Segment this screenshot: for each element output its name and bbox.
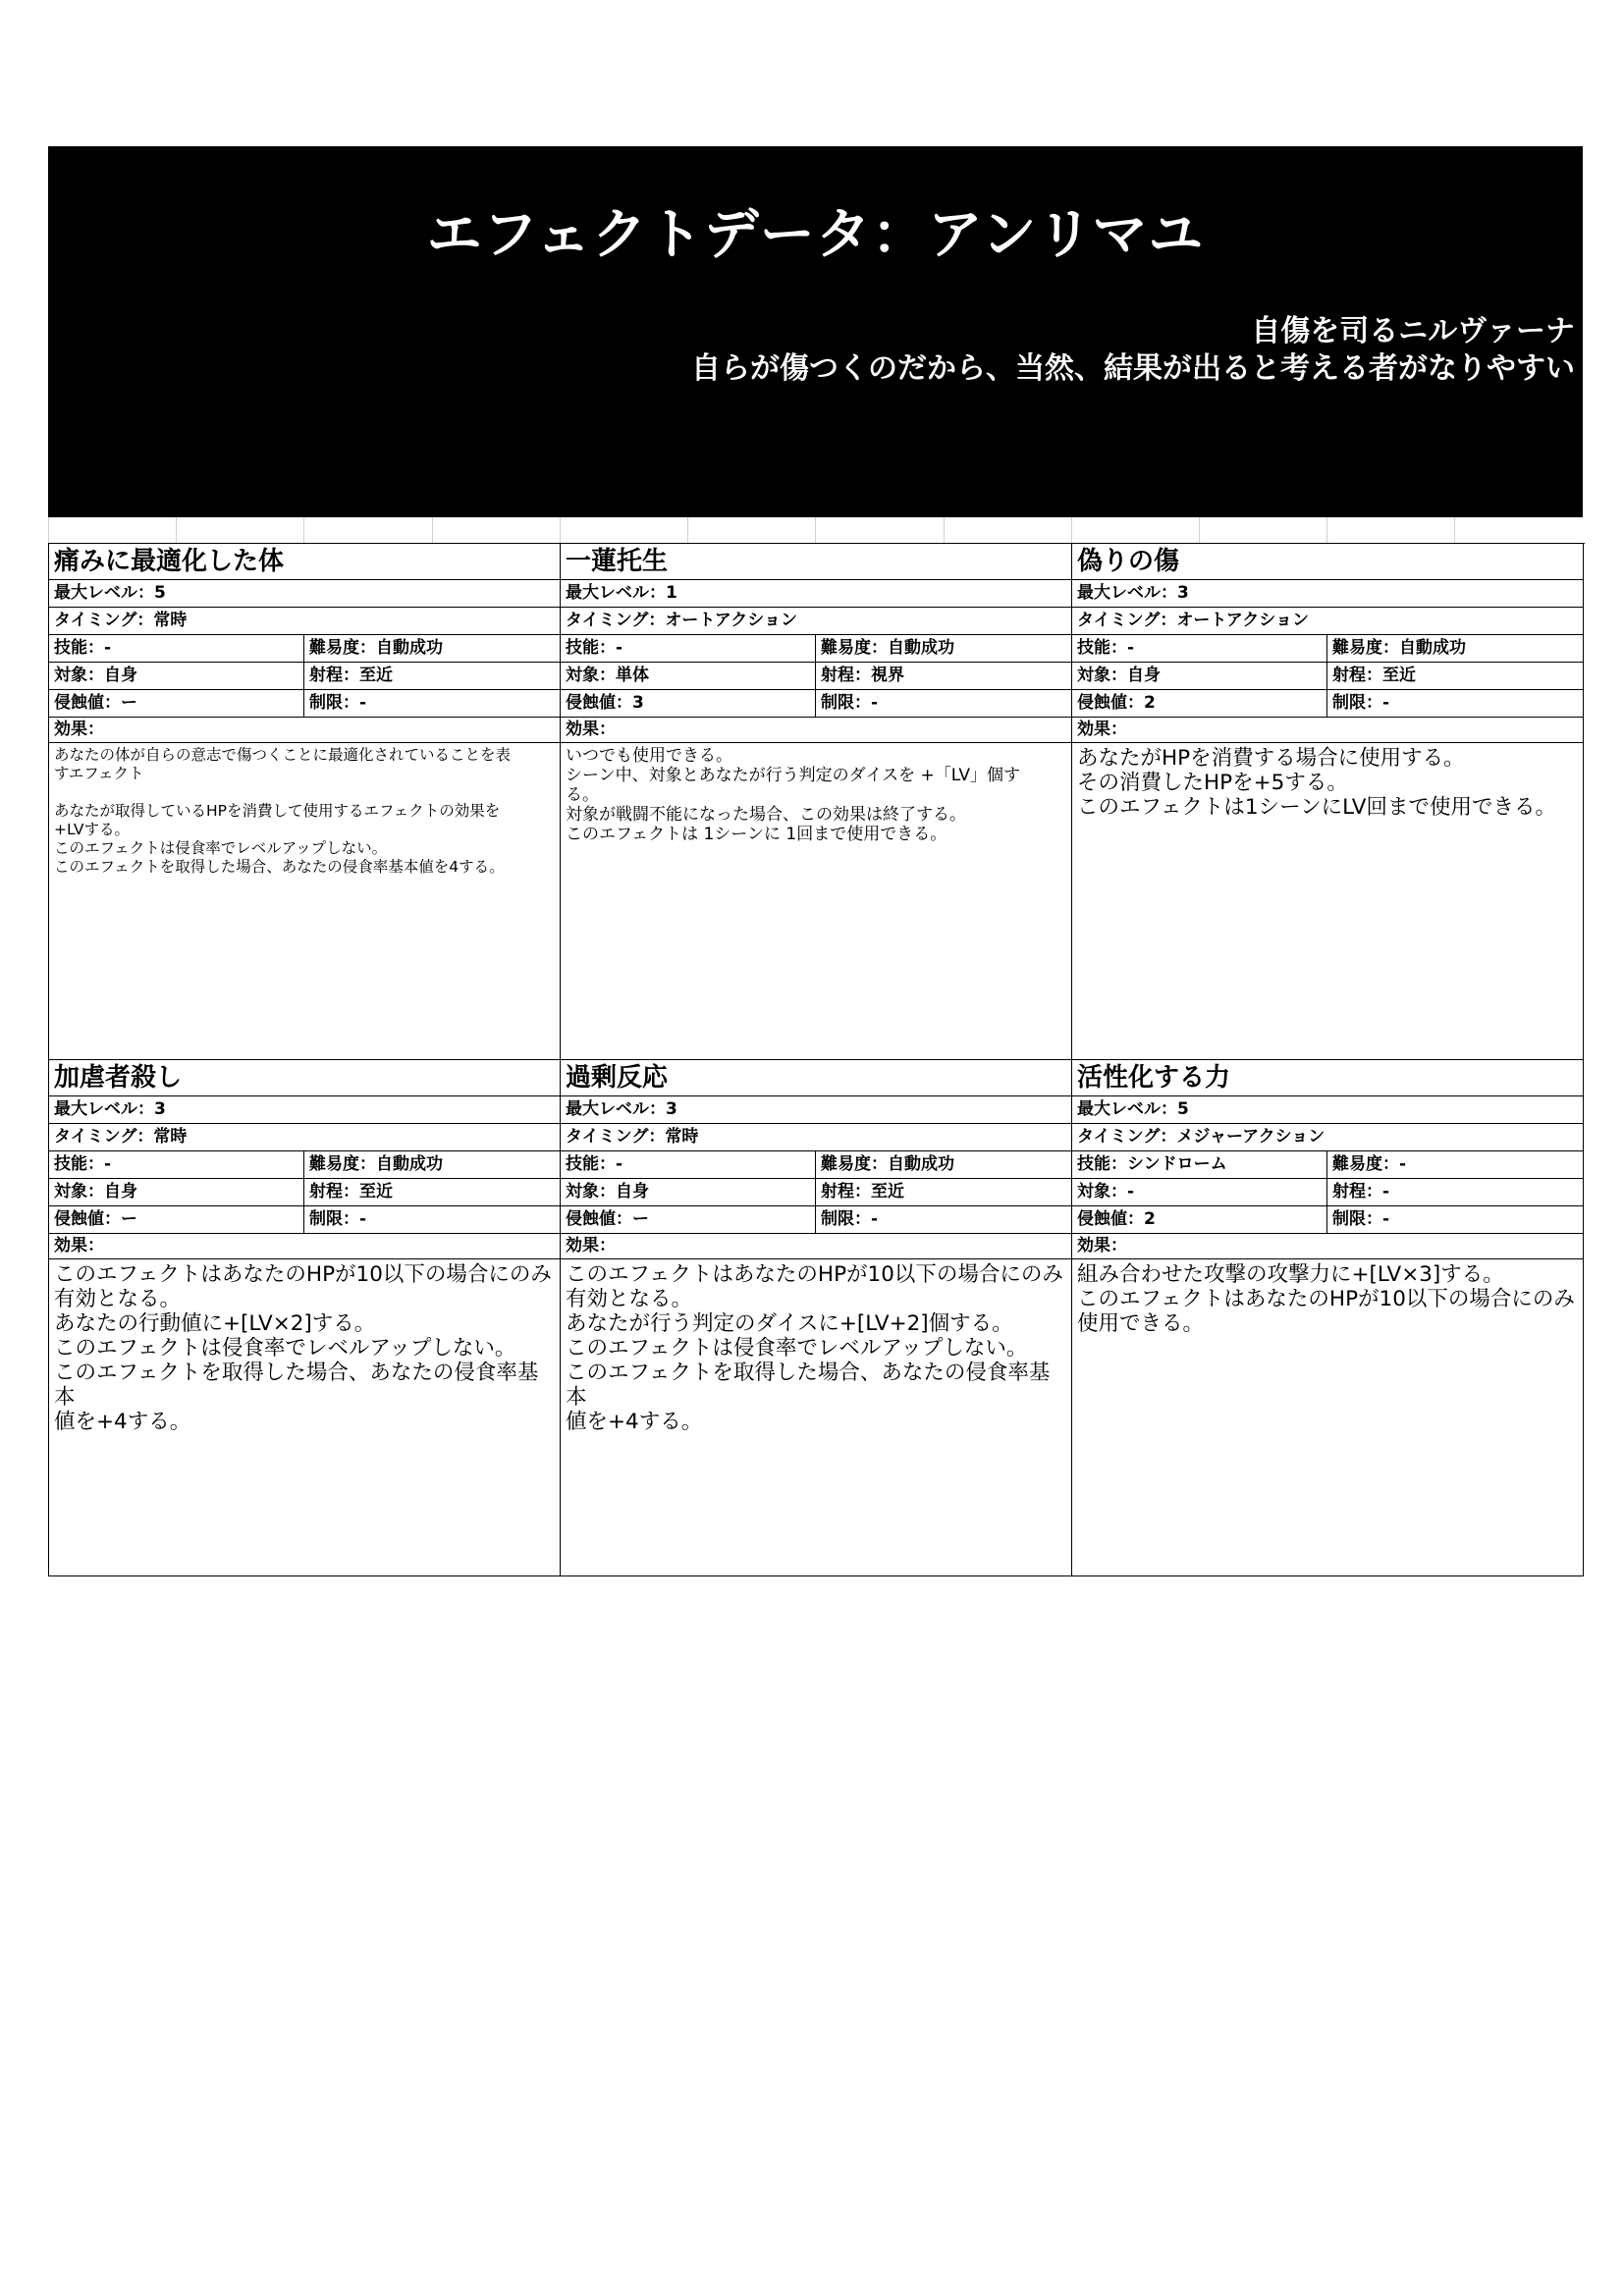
effect-erosion: 侵蝕値：ー <box>49 1206 304 1233</box>
target-range-row <box>1072 663 1584 690</box>
effect-description: いつでも使用できる。 シーン中、対象とあなたが行う判定のダイスを +「LV」個す る。 対象が戦闘不能になった場合、この効果は終了する。 このエフェクトは 1シーンに 1回まで使用できる。 <box>561 743 1072 1060</box>
target-range-row <box>1072 1179 1584 1206</box>
effect-difficulty: 難易度：自動成功 <box>309 1154 443 1174</box>
erosion-limit-row <box>561 690 1072 718</box>
effect-limit: 制限：- <box>309 1209 367 1229</box>
column-guide <box>303 517 304 543</box>
effect-difficulty: 難易度：自動成功 <box>821 1154 954 1174</box>
effect-row-2 <box>49 1060 1585 1576</box>
effect-max-level: 最大レベル：3 <box>561 1096 1072 1124</box>
column-guide <box>1326 517 1327 543</box>
effect-name: 加虐者殺し <box>49 1060 561 1096</box>
effect-card <box>49 544 561 1060</box>
effect-difficulty: 難易度：自動成功 <box>821 638 954 658</box>
page-title: エフェクトデータ：アンリマユ <box>426 203 1205 267</box>
column-guide <box>176 517 177 543</box>
column-guide <box>432 517 433 543</box>
effect-range: 射程：至近 <box>309 1182 393 1201</box>
effect-range: 射程：視界 <box>821 666 904 685</box>
effect-description: あなたの体が自らの意志で傷つくことに最適化されていることを表 すエフェクト あなたが取得しているHPを消費して使用するエフェクトの効果を +LVする。 このエフェクトは侵食率でレベルアップしない。 このエフェクトを取得した場合、あなたの侵食率基本値を4する。 <box>49 743 561 1060</box>
effect-description: このエフェクトはあなたのHPが10以下の場合にのみ 有効となる。 あなたの行動値に+[LV×2]する。 このエフェクトは侵食率でレベルアップしない。 このエフェクトを取得した場合、あなたの侵食率基本 値を+4する。 <box>49 1259 561 1576</box>
effect-erosion: 侵蝕値：2 <box>1072 1206 1327 1233</box>
skill-difficulty-row <box>561 1151 1072 1179</box>
effect-skill: 技能：- <box>561 635 816 662</box>
effect-row-1 <box>49 544 1585 1060</box>
effect-label: 効果： <box>1072 1234 1584 1259</box>
effect-range: 射程：至近 <box>821 1182 904 1201</box>
effect-range: 射程：- <box>1332 1182 1390 1201</box>
faint-column-guides <box>48 517 1583 543</box>
effect-erosion: 侵蝕値：ー <box>49 690 304 717</box>
title-banner <box>48 146 1583 517</box>
effect-description: あなたがHPを消費する場合に使用する。 その消費したHPを+5する。 このエフェクトは1シーンにLV回まで使用できる。 <box>1072 743 1584 1060</box>
effect-timing: タイミング：オートアクション <box>1072 608 1584 635</box>
effect-target: 対象：単体 <box>561 663 816 689</box>
effect-limit: 制限：- <box>309 693 367 713</box>
erosion-limit-row <box>1072 690 1584 718</box>
target-range-row <box>561 1179 1072 1206</box>
effect-erosion: 侵蝕値：3 <box>561 690 816 717</box>
effect-label: 効果： <box>561 1234 1072 1259</box>
effect-limit: 制限：- <box>821 1209 879 1229</box>
effect-difficulty: 難易度：- <box>1332 1154 1407 1174</box>
effect-timing: タイミング：オートアクション <box>561 608 1072 635</box>
effect-card <box>561 544 1072 1060</box>
effect-timing: タイミング：常時 <box>49 608 561 635</box>
effect-description: このエフェクトはあなたのHPが10以下の場合にのみ 有効となる。 あなたが行う判定のダイスに+[LV+2]個する。 このエフェクトは侵食率でレベルアップしない。 このエフェクトを取得した場合、あなたの侵食率基本 値を+4する。 <box>561 1259 1072 1576</box>
effect-skill: 技能：- <box>561 1151 816 1178</box>
effect-label: 効果： <box>1072 718 1584 743</box>
effect-skill: 技能：- <box>49 635 304 662</box>
effect-name: 痛みに最適化した体 <box>49 544 561 580</box>
erosion-limit-row <box>561 1206 1072 1234</box>
skill-difficulty-row <box>1072 635 1584 663</box>
effect-max-level: 最大レベル：5 <box>49 580 561 608</box>
effect-label: 効果： <box>561 718 1072 743</box>
column-guide <box>944 517 945 543</box>
effect-timing: タイミング：メジャーアクション <box>1072 1124 1584 1151</box>
effect-timing: タイミング：常時 <box>49 1124 561 1151</box>
target-range-row <box>561 663 1072 690</box>
erosion-limit-row <box>49 690 561 718</box>
effect-erosion: 侵蝕値：ー <box>561 1206 816 1233</box>
effect-range: 射程：至近 <box>309 666 393 685</box>
subtitle-line-1: 自傷を司るニルヴァーナ <box>1251 314 1575 348</box>
effect-limit: 制限：- <box>1332 693 1390 713</box>
skill-difficulty-row <box>49 1151 561 1179</box>
column-guide <box>815 517 816 543</box>
effect-target: 対象：自身 <box>1072 663 1327 689</box>
effect-skill: 技能：- <box>1072 635 1327 662</box>
subtitle-block <box>691 313 1575 388</box>
effect-max-level: 最大レベル：3 <box>1072 580 1584 608</box>
erosion-limit-row <box>1072 1206 1584 1234</box>
effect-name: 活性化する力 <box>1072 1060 1584 1096</box>
column-guide <box>1071 517 1072 543</box>
effect-label: 効果： <box>49 1234 561 1259</box>
target-range-row <box>49 663 561 690</box>
column-guide <box>687 517 688 543</box>
effect-target: 対象：自身 <box>49 663 304 689</box>
effect-limit: 制限：- <box>1332 1209 1390 1229</box>
effect-difficulty: 難易度：自動成功 <box>1332 638 1466 658</box>
column-guide <box>48 517 49 543</box>
effect-erosion: 侵蝕値：2 <box>1072 690 1327 717</box>
subtitle-line-2: 自らが傷つくのだから、当然、結果が出ると考える者がなりやすい <box>691 351 1575 386</box>
effect-card <box>49 1060 561 1576</box>
effect-limit: 制限：- <box>821 693 879 713</box>
skill-difficulty-row <box>49 635 561 663</box>
column-guide <box>560 517 561 543</box>
target-range-row <box>49 1179 561 1206</box>
effect-difficulty: 難易度：自動成功 <box>309 638 443 658</box>
effect-card <box>561 1060 1072 1576</box>
effect-target: 対象：自身 <box>49 1179 304 1205</box>
erosion-limit-row <box>49 1206 561 1234</box>
effect-target: 対象：- <box>1072 1179 1327 1205</box>
effect-target: 対象：自身 <box>561 1179 816 1205</box>
skill-difficulty-row <box>1072 1151 1584 1179</box>
effect-range: 射程：至近 <box>1332 666 1416 685</box>
skill-difficulty-row <box>561 635 1072 663</box>
effect-name: 一蓮托生 <box>561 544 1072 580</box>
effect-max-level: 最大レベル：5 <box>1072 1096 1584 1124</box>
effect-table <box>48 543 1585 1576</box>
effect-description: 組み合わせた攻撃の攻撃力に+[LV×3]する。 このエフェクトはあなたのHPが10以下の場合にのみ 使用できる。 <box>1072 1259 1584 1576</box>
column-guide <box>1199 517 1200 543</box>
effect-skill: 技能：シンドローム <box>1072 1151 1327 1178</box>
effect-max-level: 最大レベル：1 <box>561 580 1072 608</box>
effect-label: 効果： <box>49 718 561 743</box>
effect-timing: タイミング：常時 <box>561 1124 1072 1151</box>
effect-max-level: 最大レベル：3 <box>49 1096 561 1124</box>
effect-card <box>1072 1060 1584 1576</box>
effect-name: 偽りの傷 <box>1072 544 1584 580</box>
effect-skill: 技能：- <box>49 1151 304 1178</box>
effect-name: 過剰反応 <box>561 1060 1072 1096</box>
effect-card <box>1072 544 1584 1060</box>
column-guide <box>1454 517 1455 543</box>
